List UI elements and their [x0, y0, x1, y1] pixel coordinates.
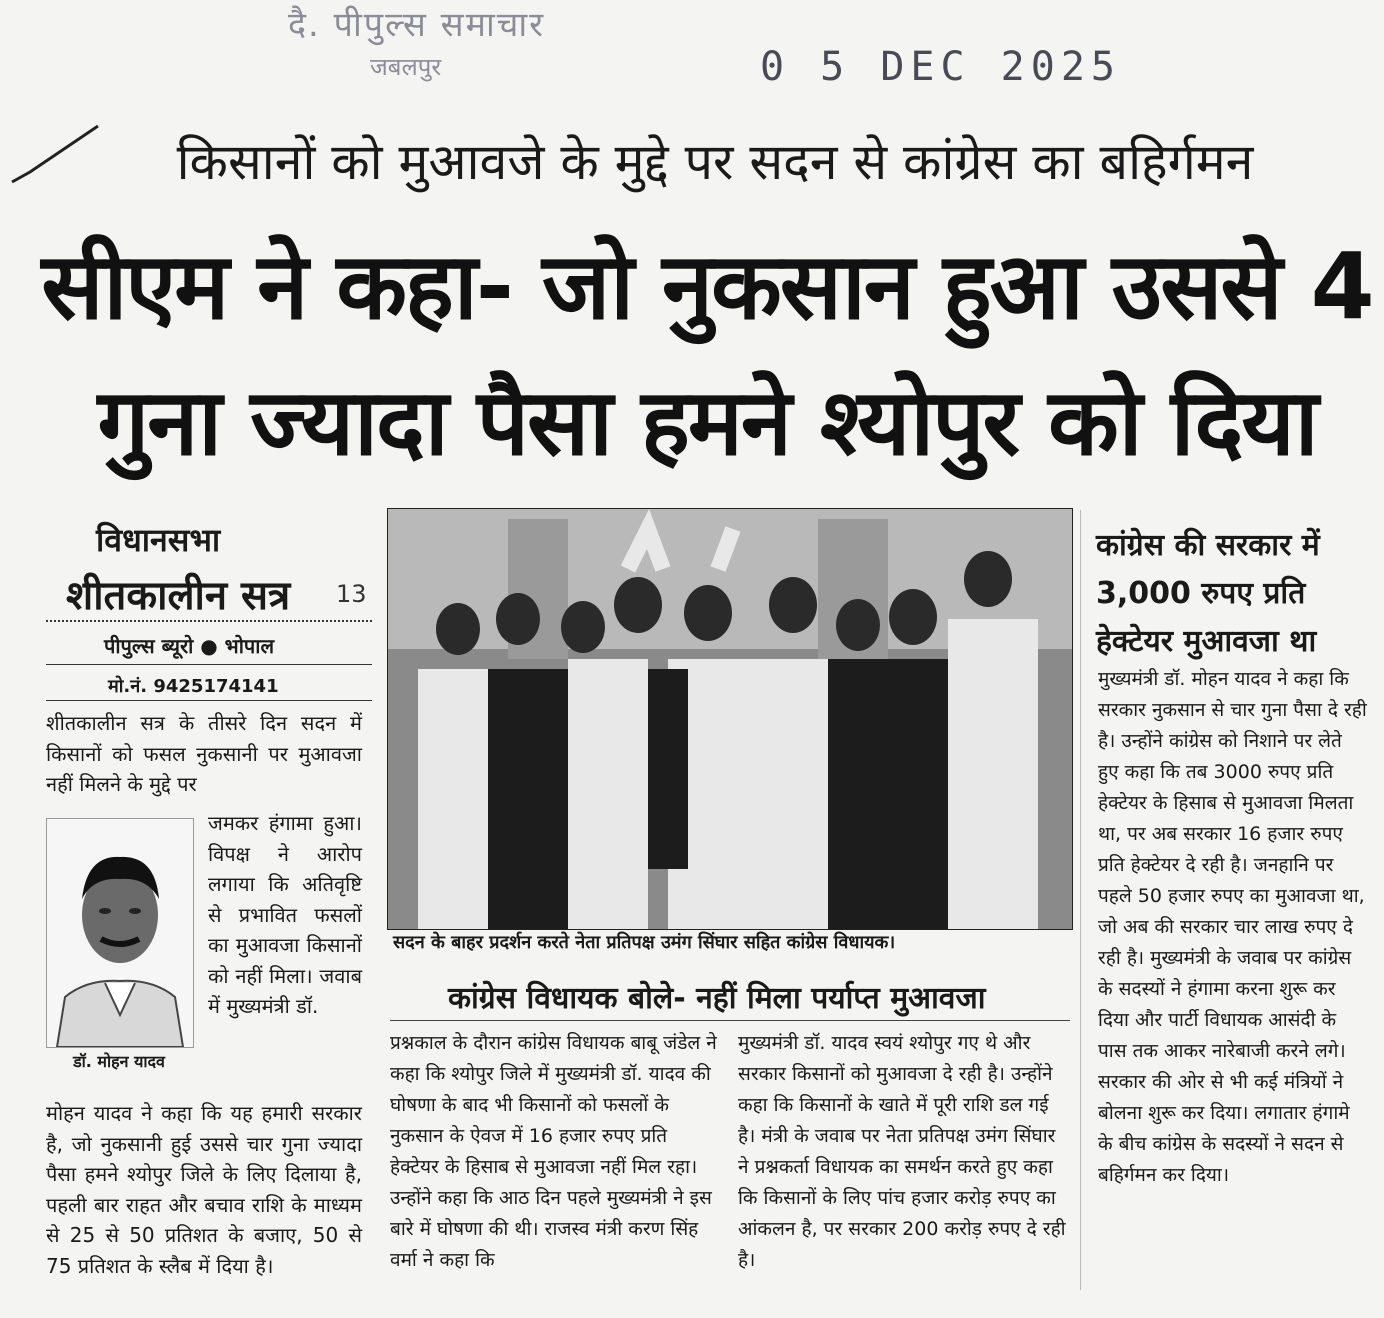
- mobile-number: मो.नं. 9425174141: [108, 676, 279, 697]
- section-label: विधानसभा: [96, 521, 221, 559]
- pen-tick-mark-icon: [10, 120, 100, 190]
- divider: [46, 664, 372, 665]
- photo-caption: सदन के बाहर प्रदर्शन करते नेता प्रतिपक्ष उमंग सिंघार सहित कांग्रेस विधायक।: [393, 932, 896, 953]
- bureau-line: पीपुल्स ब्यूरो ● भोपाल: [104, 634, 275, 658]
- protest-photo-icon: [388, 509, 1072, 929]
- left-body-top: शीतकालीन सत्र के तीसरे दिन सदन में किसानों को फसल नुकसानी पर मुआवजा नहीं मिलने के मुद्दे पर: [46, 711, 362, 796]
- newspaper-stamp-name: दै. पीपुल्स समाचार: [288, 5, 546, 45]
- date-stamp: 0 5 DEC 2025: [760, 44, 1121, 90]
- center-body-column-1: प्रश्नकाल के दौरान कांग्रेस विधायक बाबू जंडेल ने कहा कि श्योपुर जिले में मुख्यमंत्री डॉ. यादव की घोषणा के बाद भी किसानों को फसलों के नुकसान के ऐवज में 16 हजार रुपए प्रति हेक्टेयर के हिसाब से मुआवजा नहीं मिल रहा। उन्होंने कहा कि आठ दिन पहले मुख्यमंत्री ने इस बारे में घोषणा की थी। राजस्व मंत्री करण सिंह वर्मा ने कहा कि: [390, 1032, 717, 1271]
- portrait-photo: [46, 818, 194, 1048]
- right-column-body: मुख्यमंत्री डॉ. मोहन यादव ने कहा कि सरकार नुकसान से चार गुना पैसा दे रही है। उन्होंने कांग्रेस को निशाने पर लेते हुए कहा कि तब 3000 रुपए प्रति हेक्टेयर के हिसाब से मुआवजा मिलता था, पर अब सरकार 16 हजार रुपए प्रति हेक्टेयर दे रही है। जनहानि पर पहले 50 हजार रुपए का मुआवजा था, जो अब की सरकार चार लाख रुपए दे रही है। मुख्यमंत्री के जवाब पर कांग्रेस के सदस्यों ने हंगामा करना शुरू कर दिया और पार्टी विधायक आसंदी के पास तक आकर नारेबाजी करने लगे। सरकार की ओर से भी कई मंत्रियों ने बोलना शुरू कर दिया। लगातार हंगामे के बीच कांग्रेस के सदस्यों ने सदन से बहिर्गमन कर दिया।: [1098, 668, 1367, 1186]
- left-body-wrap: जमकर हंगामा हुआ। विपक्ष ने आरोप लगाया कि अतिवृष्टि से प्रभावित फसलों का मुआवजा किसानों को नहीं मिला। जवाब में मुख्यमंत्री डॉ.: [208, 811, 362, 1018]
- column-divider: [1080, 510, 1081, 1290]
- headline-line-1: सीएम ने कहा- जो नुकसान हुआ उससे 4: [41, 233, 1373, 340]
- left-body-bottom: मोहन यादव ने कहा कि यह हमारी सरकार है, जो नुकसानी हुई उससे चार गुना ज्यादा पैसा हमने श्योपुर जिले के लिए दिलाया है, पहली बार राहत और बचाव राशि के माध्यम से 25 से 50 प्रतिशत के बजाए, 50 से 75 प्रतिशत के स्लैब में दिया है।: [46, 1101, 362, 1278]
- handwritten-page-number: 13: [336, 580, 367, 608]
- headline-line-2: गुना ज्यादा पैसा हमने श्योपुर को दिया: [97, 369, 1317, 476]
- portrait-caption: डॉ. मोहन यादव: [73, 1052, 165, 1071]
- sub-headline: कांग्रेस विधायक बोले- नहीं मिला पर्याप्त मुआवजा: [448, 981, 986, 1016]
- right-column-heading: कांग्रेस की सरकार में 3,000 रुपए प्रति हेक्टेयर मुआवजा था: [1096, 528, 1320, 659]
- divider: [46, 700, 372, 701]
- center-body-column-2: मुख्यमंत्री डॉ. यादव स्वयं श्योपुर गए थे और सरकार किसानों को मुआवजा दे रही है। उन्होंने कहा कि किसानों के खाते में पूरी राशि डल गई है। मंत्री के जवाब पर नेता प्रतिपक्ष उमंग सिंघार ने प्रश्नकर्ता विधायक का समर्थन करते हुए कहा कि किसानों के लिए पांच हजार करोड़ रुपए का आंकलन है, पर सरकार 200 करोड़ रुपए दे रही है।: [738, 1032, 1066, 1271]
- person-portrait-icon: [47, 819, 193, 1047]
- section-title: शीतकालीन सत्र: [66, 573, 291, 619]
- dotted-divider: [46, 620, 372, 622]
- article-kicker: किसानों को मुआवजे के मुद्दे पर सदन से कांग्रेस का बहिर्गमन: [176, 133, 1254, 191]
- newspaper-stamp-city: जबलपुर: [370, 53, 442, 81]
- divider: [390, 1020, 1070, 1021]
- news-photo: [387, 508, 1073, 930]
